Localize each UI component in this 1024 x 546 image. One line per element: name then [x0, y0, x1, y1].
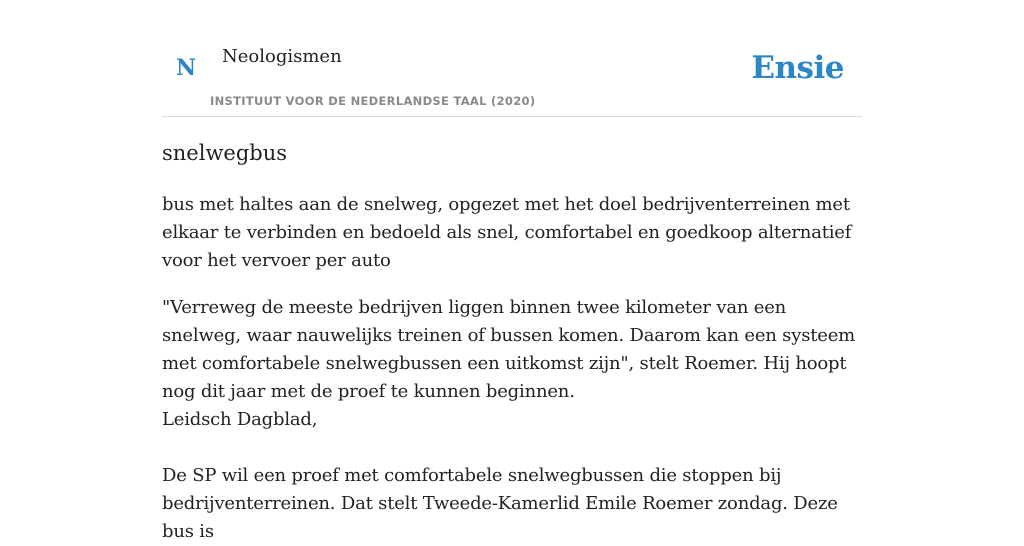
example-quote: "Verreweg de meeste bedrijven liggen binnen twee kilometer van een snelweg, waar nauwelijks treinen of bussen komen. Daarom kan een systeem met comfortabele snelwegbussen een uitkomst zijn", stelt Roemer. Hij hoopt nog dit jaar met de proef te kunnen beginnen.	[162, 297, 856, 402]
ensie-logo[interactable]: Ensie	[751, 50, 844, 86]
source-subtitle: INSTITUUT VOOR DE NEDERLANDSE TAAL (2020)	[210, 94, 536, 108]
entry-definition: bus met haltes aan de snelweg, opgezet met het doel bedrijventerreinen met elkaar te verbinden en bedoeld als snel, comfortabel en goedkoop alternatief voor het vervoer per auto	[162, 194, 852, 271]
example-spacer	[162, 434, 862, 462]
entry-examples	[162, 294, 862, 546]
source-logo-icon[interactable]: N	[176, 55, 197, 81]
entry-card	[162, 0, 862, 546]
entry-term: snelwegbus	[162, 141, 288, 165]
example-quote: De SP wil een proef met comfortabele snelwegbussen die stoppen bij bedrijventerreinen. Dat stelt Tweede-Kamerlid Emile Roemer zondag. Deze bus is	[162, 465, 838, 542]
example-source: Leidsch Dagblad,	[162, 409, 318, 430]
source-title-link[interactable]: Neologismen	[222, 46, 342, 67]
source-header	[162, 0, 862, 117]
